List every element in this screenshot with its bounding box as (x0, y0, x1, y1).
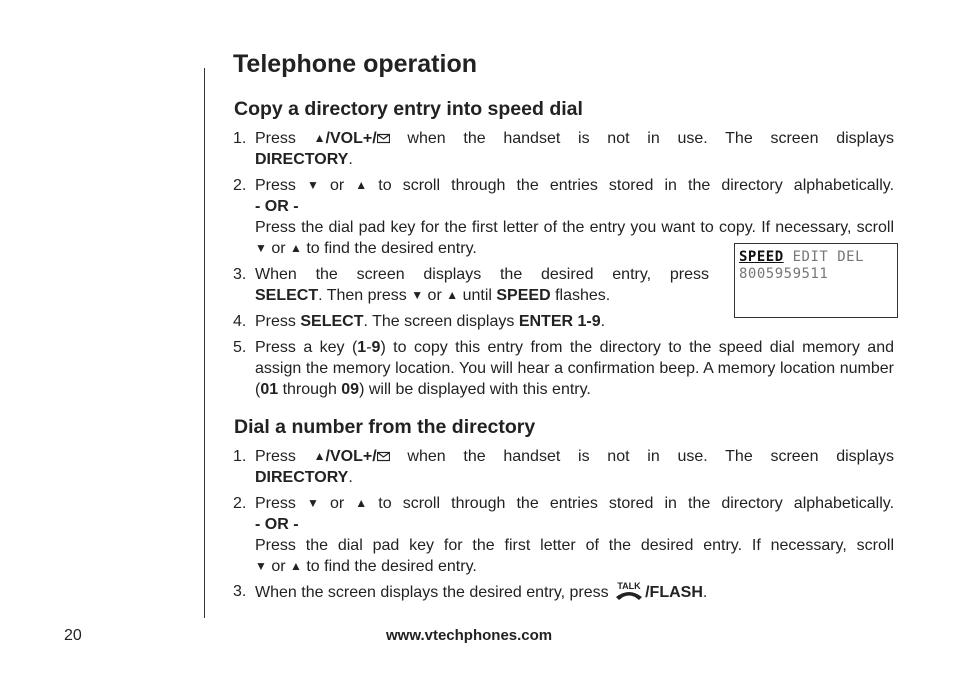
down-arrow-icon: ▼ (307, 496, 319, 510)
step-5-copy: 5. Press a key (1-9) to copy this entry from the directory to the speed dial memory and assign the memory location. You will hear a confirmation beep. A memory location number (01 through 09) will be displayed with this entry. (233, 339, 895, 398)
up-arrow-icon: ▲ (290, 241, 302, 255)
lcd-speed-option: SPEED (739, 249, 784, 265)
up-arrow-icon: ▲ (355, 178, 368, 192)
down-arrow-icon: ▼ (255, 559, 267, 573)
envelope-icon (377, 133, 390, 144)
handset-lcd-screen (734, 243, 898, 318)
page-number: 20 (64, 627, 82, 644)
section-heading-dial-from-directory: Dial a number from the directory (234, 416, 536, 438)
up-arrow-icon: ▲ (446, 288, 459, 302)
or-separator: - OR - (255, 198, 299, 215)
up-arrow-icon: ▲ (355, 496, 368, 510)
svg-text:TALK: TALK (617, 581, 641, 591)
down-arrow-icon: ▼ (411, 288, 424, 302)
footer-url: www.vtechphones.com (386, 627, 553, 644)
lcd-menu-line (739, 249, 864, 265)
step-3-dial: 3. When the screen displays the desired entry, press TALK /FLASH. (233, 581, 894, 607)
down-arrow-icon: ▼ (255, 241, 267, 255)
step-3-copy: 3. When the screen displays the desired entry, press SELECT. Then press ▼ or ▲ until SPEED flashes. (233, 266, 709, 304)
step-4-copy: 4. Press SELECT. The screen displays ENTER 1-9. (233, 313, 606, 330)
up-arrow-icon: ▲ (313, 449, 326, 463)
envelope-icon (377, 451, 390, 462)
up-arrow-icon: ▲ (313, 131, 326, 145)
section-heading-copy-speed-dial: Copy a directory entry into speed dial (234, 98, 583, 120)
or-separator: - OR - (255, 516, 299, 533)
step-2-copy: 2. Press ▼ or ▲ to scroll through the entries stored in the directory alphabetically. - OR - Press the dial pad key for the first letter of the entry you want to copy. If necessary, scroll ▼ or ▲ to find the desired entry. (233, 177, 895, 257)
up-arrow-icon: ▲ (290, 559, 302, 573)
step-1-copy: 1. Press ▲/VOL+/ when the handset is not in use. The screen displays DIRECTORY. (233, 130, 895, 168)
step-2-dial: 2. Press ▼ or ▲ to scroll through the entries stored in the directory alphabetically. - OR - Press the dial pad key for the first letter of the desired entry. If necessary, scroll ▼ or ▲ to find the desired entry. (233, 495, 895, 575)
lcd-other-options: EDIT DEL (783, 249, 865, 265)
down-arrow-icon: ▼ (307, 178, 319, 192)
talk-handset-icon (613, 581, 645, 607)
vertical-rule (204, 68, 205, 618)
step-1-dial: 1. Press ▲/VOL+/ when the handset is not in use. The screen displays DIRECTORY. (233, 448, 895, 486)
page-title: Telephone operation (233, 50, 477, 78)
lcd-number-line: 8005959511 (739, 266, 829, 282)
